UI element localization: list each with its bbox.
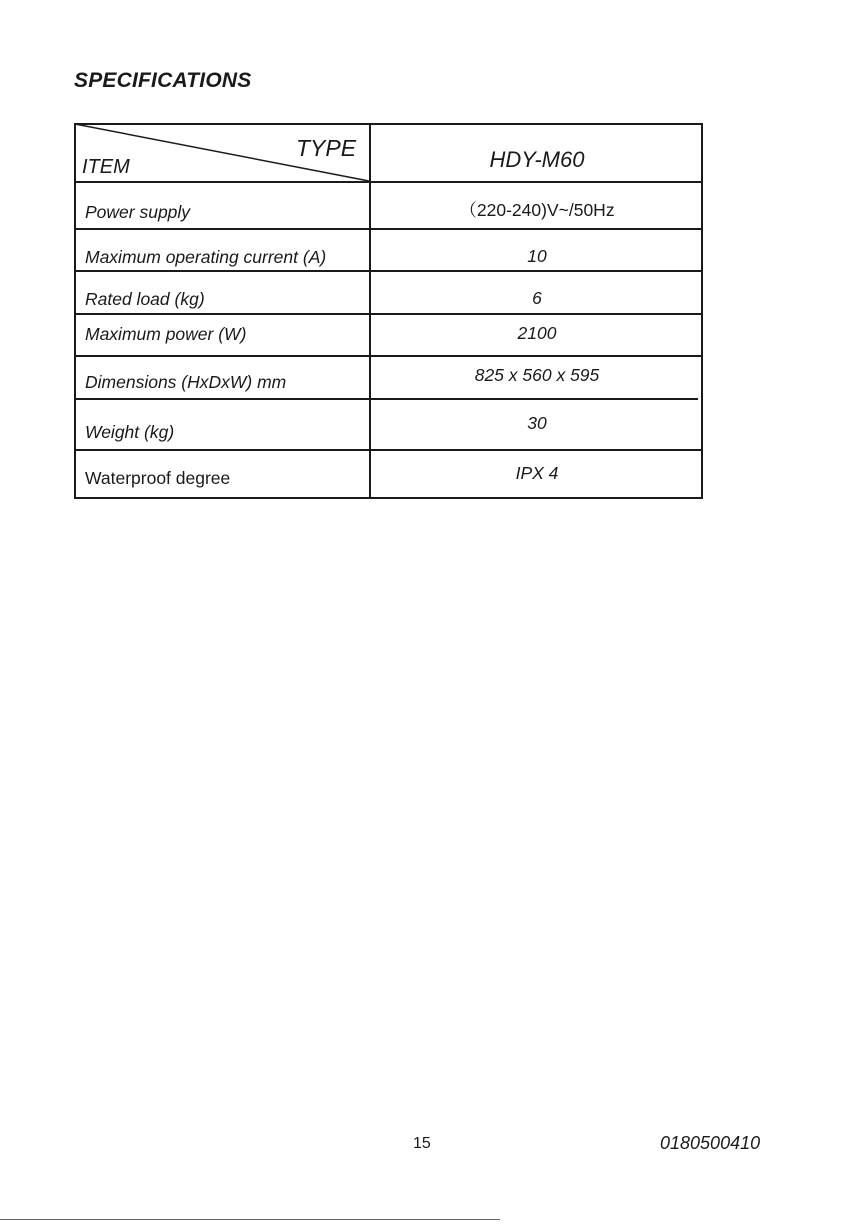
row-separator [74, 313, 703, 315]
header-type-label: TYPE [296, 135, 357, 161]
row-separator [74, 355, 703, 357]
row-item-max-current: Maximum operating current (A) [85, 247, 327, 267]
document-code: 0180500410 [660, 1133, 761, 1153]
header-item-label: ITEM [82, 156, 130, 178]
row-value-waterproof: IPX 4 [515, 463, 559, 483]
row-separator [74, 228, 703, 230]
row-value-max-power: 2100 [517, 323, 557, 343]
row-value-max-current: 10 [527, 246, 547, 266]
page-number: 15 [413, 1135, 431, 1152]
row-item-weight: Weight (kg) [85, 422, 175, 442]
header-model-name: HDY-M60 [489, 147, 585, 172]
row-item-waterproof: Waterproof degree [85, 468, 231, 488]
row-item-power-supply: Power supply [85, 202, 191, 222]
row-item-max-power: Maximum power (W) [85, 324, 247, 344]
bottom-rule [0, 1219, 500, 1220]
specifications-table [74, 123, 703, 499]
row-separator [74, 270, 703, 272]
row-value-power-supply: （220-240)V~/50Hz [459, 200, 615, 220]
row-separator [74, 181, 703, 183]
row-separator [74, 398, 698, 400]
row-item-rated-load: Rated load (kg) [85, 289, 205, 309]
page-title: SPECIFICATIONS [74, 69, 252, 92]
row-item-dimensions: Dimensions (HxDxW) mm [85, 372, 287, 392]
row-value-dimensions: 825 x 560 x 595 [474, 365, 600, 385]
row-value-rated-load: 6 [532, 288, 542, 308]
row-value-weight: 30 [527, 413, 547, 433]
row-separator [74, 449, 703, 451]
